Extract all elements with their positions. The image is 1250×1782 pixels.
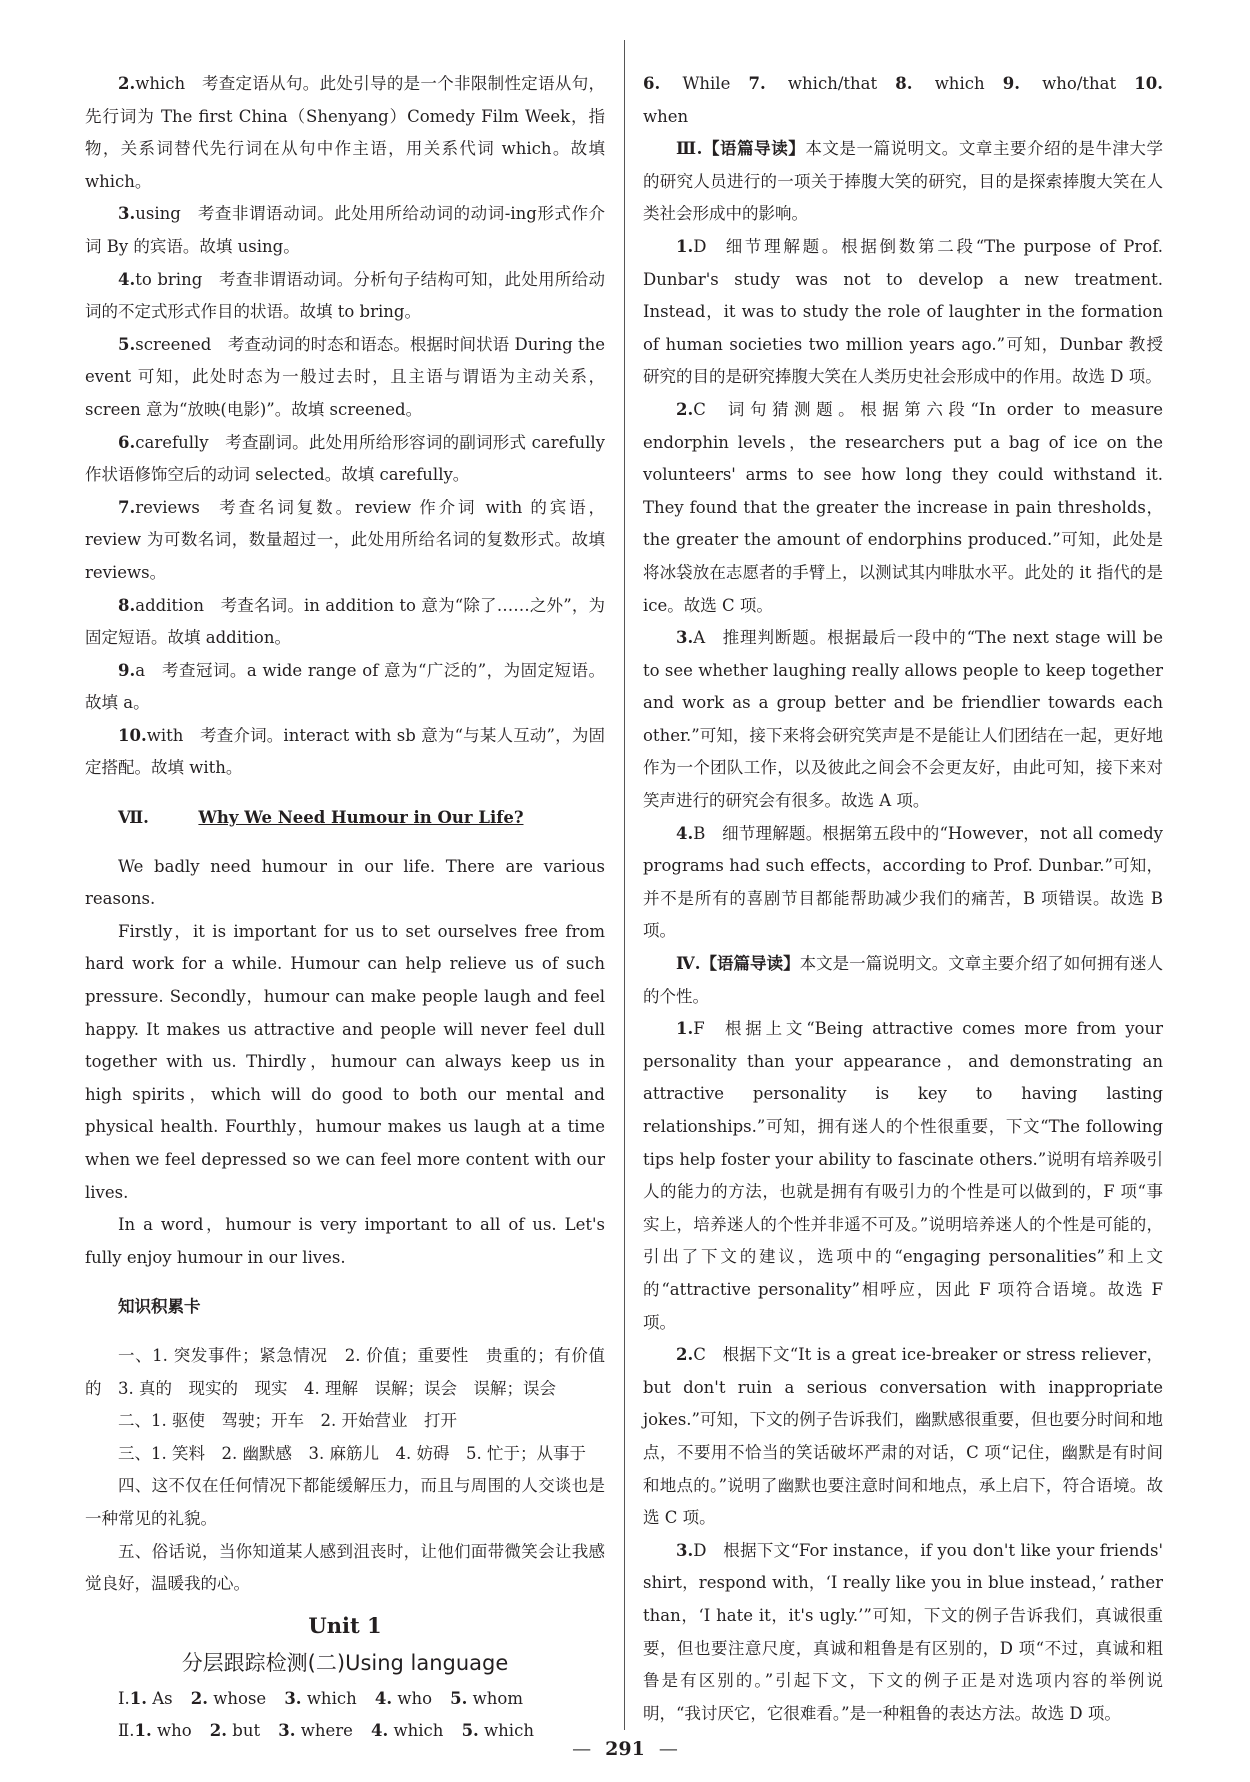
knowledge-card-heading: 知识积累卡 [118,1296,201,1316]
answer-key: which [934,74,985,93]
answer-item [895,74,984,93]
explanation-text: 考查副词。此处用所给形容词的副词形式 carefully 作状语修饰空后的动词 selected。故填 carefully。 [85,432,605,485]
answer-paragraph [643,1339,1163,1535]
answer-key: B [693,823,706,843]
answer-paragraph [85,427,605,492]
item-number: 4. [374,1688,393,1708]
answer-key: who [156,1721,192,1741]
body-paragraph: 二、1. 驱使 驾驶；开车 2. 开始营业 打开 [118,1411,457,1431]
item-number: 8. [895,74,913,93]
item-number: 2. [190,1688,209,1708]
item-number: 5. [461,1721,479,1741]
answer-key: when [643,106,689,126]
item-number: 3. [676,1540,694,1560]
body-paragraph: 五、俗话说，当你知道某人感到沮丧时，让他们面带微笑会让我感觉良好，温暖我的心。 [85,1541,605,1594]
answer-paragraph [85,264,605,329]
item-number: 6. [118,432,136,452]
explanation-text: 根据上文“Being attractive comes more from your personality than your appearance，and demonstrating an attractive personality is key to having lasting relationships.”可知，拥有迷人的个性很重要，下文“The following tips help foster your ability to fascinate others.”说明有培养吸引人的能力的方法，也就是拥有有吸引力的个性是可以做到的，F 项“事实上，培养迷人的个性并非遥不可及。”说明培养迷人的个性是可能的，引出了下文的建议，选项中的“engaging personalities”和上文的“attractive personality”相呼应，因此 F 项符合语境。故选 F 项。 [643,1019,1163,1332]
item-number: 3. [118,204,136,224]
right-column [643,68,1163,1730]
explanation-text: 词句猜测题。根据第六段“In order to measure endorphin levels，the researchers put a bag of ice on the volunteers' arms to see how long they could withstand it. They found that the greater the increase in pain thresholds，the greater the amount of endorphins produced.”可知，此处是将冰袋放在志愿者的手臂上，以测试其内啡肽水平。此处的 it 指代的是 ice。故选 C 项。 [643,399,1163,615]
answer-paragraph [643,948,1163,1013]
answer-list [85,1683,605,1716]
answer-key: which [306,1688,357,1708]
explanation-text: 细节理解题。根据倒数第二段“The purpose of Prof. Dunbar's study was not to develop a new treatment. Instead，it was to study the role of laughter in the formation of human societies two million years ago.”可知，Dunbar 教授研究的目的是研究捧腹大笑在人类历史社会形成中的作用。故选 D 项。 [643,236,1163,387]
answer-paragraph [85,198,605,263]
item-number: 2. [209,1721,228,1741]
item-number: 3. [284,1688,302,1708]
answer-key: which [484,1721,534,1741]
body-paragraph: 一、1. 突发事件；紧急情况 2. 价值；重要性 贵重的；有价值的 3. 真的 现实的 现实 4. 理解 误解；误会 误解；误会 [85,1345,605,1398]
explanation-text: 考查非谓语动词。此处用所给动词的动词-ing形式作介词 By 的宾语。故填 using。 [85,204,605,256]
answer-key: who [397,1688,433,1708]
body-paragraph: 三、1. 笑料 2. 幽默感 3. 麻筋儿 4. 妨碍 5. 忙于；从事于 [118,1443,586,1463]
item-number: 2. [676,1345,694,1365]
explanation-text: 考查动词的时态和语态。根据时间状语 During the event 可知，此处时态为一般过去时，且主语与谓语为主动关系，screen 意为“放映(电影)”。故填 screened。 [85,334,605,419]
explanation-text: 考查名词复数。review 作介词 with 的宾语，review 为可数名词，数量超过一，此处用所给名词的复数形式。故填 reviews。 [85,497,605,582]
body-paragraph: We badly need humour in our life. There are various reasons. [85,856,605,909]
item-number: 4. [676,823,694,843]
item-number: 6. [643,74,661,93]
item-number: 3. [676,628,694,648]
explanation-text: 细节理解题。根据第五段中的“However，not all comedy programs had such effects，according to Prof. Dunbar.”可知，并不是所有的喜剧节目都能帮助减少我们的痛苦，B 项错误。故选 B 项。 [643,823,1163,941]
answer-key: C [693,1345,706,1365]
item-number: 9. [1002,74,1020,93]
explanation-text: 根据下文“It is a great ice-breaker or stress reliever，but don't ruin a serious conversation with inappropriate jokes.”可知，下文的例子告诉我们，幽默感很重要，但也要分时间和地点，不要用不恰当的笑话破坏严肃的对话，C 项“记住，幽默是有时间和地点的。”说明了幽默也要注意时间和地点，承上启下，符合语境。故选 C 项。 [643,1345,1163,1528]
body-paragraph: 四、这不仅在任何情况下都能缓解压力，而且与周围的人交谈也是一种常见的礼貌。 [85,1476,605,1528]
answer-list [643,68,1163,133]
answer-key: using [135,204,181,224]
answer-paragraph [85,655,605,720]
item-number: 10. [118,725,147,745]
item-number: 4. [371,1721,389,1741]
answer-item [284,1689,356,1708]
explanation-text: 考查非谓语动词。分析句子结构可知，此处用所给动词的不定式形式作目的状语。故填 to bring。 [85,269,606,322]
answer-item [450,1689,523,1708]
answer-paragraph [643,1535,1163,1731]
explanation-text: 推理判断题。根据最后一段中的“The next stage will be to see whether laughing really allows people to keep together and work as a group better and be friendlier towards each other.”可知，接下来将会研究笑声是不是能让人们团结在一起，更好地作为一个团队工作，以及彼此之间会不会更友好，由此可知，接下来对笑声进行的研究会有很多。故选 A 项。 [643,628,1163,811]
answer-key: to bring [135,269,203,289]
answer-key: with [146,725,184,745]
body-paragraph: Firstly，it is important for us to set ourselves free from hard work for a while. Humour can help relieve us of such pressure. Secondly，humour can make people laugh and feel happy. It makes us attractive and people will never feel dull together with us. Thirdly，humour can always keep us in high spirits，which will do good to both our mental and physical health. Fourthly，humour makes us laugh at a time when we feel depressed so we can feel more content with our lives. [85,921,605,1202]
item-number: 3. [278,1721,296,1741]
essay-title: Why We Need Humour in Our Life? [198,807,524,827]
answer-key: As [152,1688,173,1708]
answer-item [643,74,730,93]
body-paragraph: In a word，humour is very important to all of us. Let's fully enjoy humour in our lives. [85,1215,605,1267]
answer-item [191,1689,266,1708]
section-number: Ⅰ. [118,1688,130,1708]
answer-item [748,74,877,93]
answer-key: C [693,399,706,419]
answer-paragraph [643,231,1163,394]
item-number: Ⅲ.【语篇导读】 [676,139,806,159]
item-number: 1. [134,1721,152,1741]
explanation-text: 考查介词。interact with sb 意为“与某人互动”，为固定搭配。故填 with。 [85,725,605,778]
footer-dash-left: — [572,1738,592,1760]
answer-key: whose [213,1688,267,1708]
answer-paragraph [85,590,605,655]
answer-paragraph [85,720,605,785]
answer-key: which [393,1721,444,1741]
explanation-text: 考查定语从句。此处引导的是一个非限制性定语从句，先行词为 The first China（Shenyang）Comedy Film Week，指物，关系词替代先行词在从句中作主语，用关系代词 which。故填 which。 [85,74,605,191]
item-number: 7. [118,497,136,517]
answer-key: where [300,1721,353,1741]
answer-item [1003,74,1116,93]
item-number: 9. [118,660,136,680]
answer-key: but [232,1721,261,1741]
explanation-text: 根据下文“For instance，if you don't like your friends' shirt，respond with，‘I really like you in blue instead，’ rather than，‘I hate it，it's ugly.’”可知，下文的例子告诉我们，真诚很重要，但也要注意尺度，真诚和粗鲁是有区别的，D 项“不过，真诚和粗鲁是有区别的。”引起下文，下文的例子正是对选项内容的举例说明，“我讨厌它，它很难看。”是一种粗鲁的表达方法。故选 D 项。 [643,1540,1163,1723]
item-number: 1. [129,1688,147,1708]
column-divider [624,40,625,1730]
answer-paragraph [85,68,605,198]
page-number: 291 [605,1738,645,1760]
item-number: 4. [118,269,136,289]
answer-paragraph [643,818,1163,948]
answer-paragraph [643,622,1163,818]
item-number: 8. [118,595,136,615]
answer-paragraph [85,329,605,427]
item-number: 10. [1134,74,1163,93]
unit-title: Unit 1 [308,1612,382,1638]
item-number: 2. [118,74,136,93]
explanation-text: 考查名词。in addition to 意为“除了……之外”，为固定短语。故填 addition。 [85,595,605,648]
explanation-text: 考查冠词。a wide range of 意为“广泛的”，为固定短语。故填 a。 [85,660,605,713]
section-number: Ⅶ. [118,807,149,827]
answer-key: whom [472,1688,523,1708]
answer-key: addition [135,595,204,615]
answer-key: D [693,1540,707,1560]
answer-paragraph [643,1013,1163,1339]
answer-paragraph [643,394,1163,622]
essay-heading [85,802,605,835]
page-footer [0,1738,1250,1760]
item-number: 1. [676,1019,694,1039]
item-number: Ⅳ.【语篇导读】 [676,954,800,974]
lesson-title: 分层跟踪检测(二)Using language [181,1650,509,1675]
item-number: 5. [450,1688,468,1708]
answer-key: which [135,74,186,93]
item-number: 1. [676,236,694,256]
answer-key: A [693,628,706,648]
answer-item [130,1689,173,1708]
answer-key: carefully [135,432,209,452]
answer-key: which/that [787,74,878,93]
answer-item [375,1689,432,1708]
answer-key: F [693,1019,705,1039]
answer-paragraph [85,492,605,590]
answer-key: D [693,236,707,256]
explanation-text: 本文是一篇说明文。文章主要介绍了如何拥有迷人的个性。 [643,954,1164,1006]
answer-key: screened [135,334,212,354]
left-column [85,68,605,1748]
item-number: 5. [118,334,136,354]
explanation-text: 本文是一篇说明文。文章主要介绍的是牛津大学的研究人员进行的一项关于捧腹大笑的研究，目的是探索捧腹大笑在人类社会形成中的影响。 [643,139,1163,224]
item-number: 7. [748,74,766,93]
answer-key: who/that [1042,74,1117,93]
answer-paragraph [643,133,1163,231]
answer-key: a [135,660,146,680]
answer-key: While [682,74,731,93]
footer-dash-right: — [658,1738,678,1760]
answer-key: reviews [135,497,200,517]
section-number: Ⅱ. [118,1721,135,1741]
item-number: 2. [676,399,694,419]
